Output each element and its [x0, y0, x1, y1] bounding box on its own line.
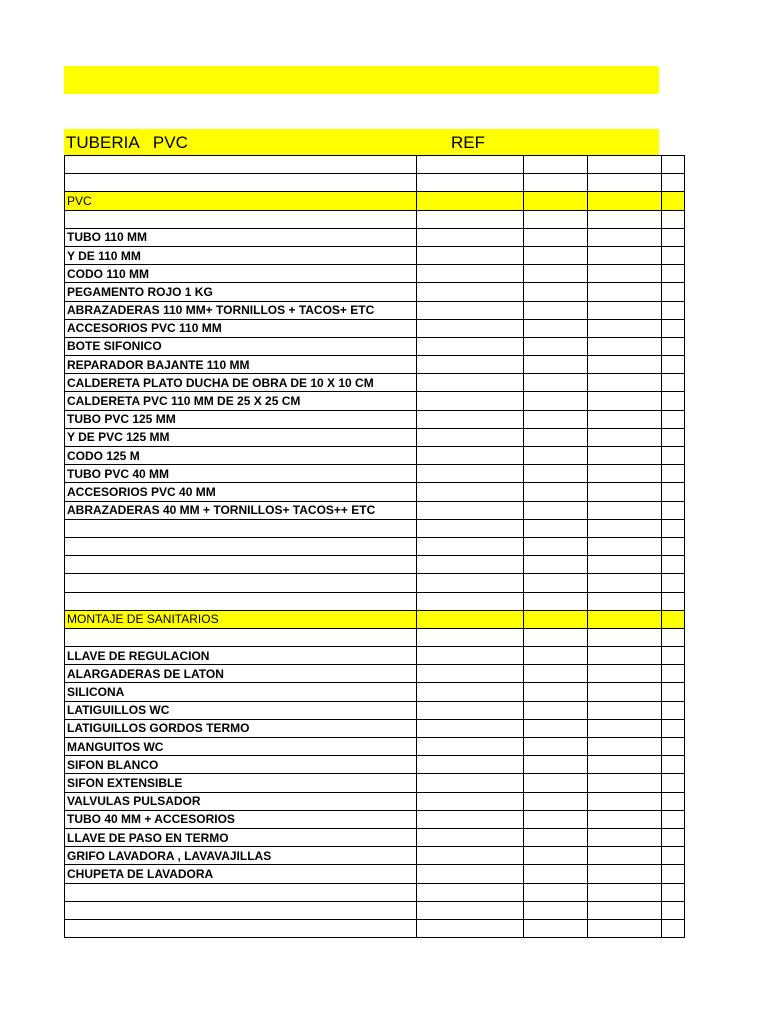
- item-label-cell[interactable]: [65, 537, 417, 555]
- value-cell[interactable]: [417, 574, 524, 592]
- value-cell[interactable]: [588, 228, 662, 246]
- value-cell[interactable]: [662, 319, 685, 337]
- value-cell[interactable]: [417, 774, 524, 792]
- value-cell[interactable]: [417, 174, 524, 192]
- value-cell[interactable]: [662, 592, 685, 610]
- value-cell[interactable]: [524, 156, 588, 174]
- value-cell[interactable]: [662, 683, 685, 701]
- item-label-cell[interactable]: Y DE PVC 125 MM: [65, 428, 417, 446]
- value-cell[interactable]: [662, 828, 685, 846]
- section-row: [65, 610, 685, 628]
- yellow-banner: [64, 66, 659, 94]
- item-label-cell[interactable]: ACCESORIOS PVC 40 MM: [65, 483, 417, 501]
- value-cell[interactable]: [524, 174, 588, 192]
- item-label-cell[interactable]: SIFON BLANCO: [65, 756, 417, 774]
- value-cell[interactable]: [588, 174, 662, 192]
- value-cell[interactable]: [588, 719, 662, 737]
- value-cell[interactable]: [588, 265, 662, 283]
- value-cell[interactable]: [662, 919, 685, 937]
- table-row: [65, 519, 685, 537]
- value-cell[interactable]: [524, 337, 588, 355]
- table-row: [65, 574, 685, 592]
- value-cell[interactable]: [524, 537, 588, 555]
- table-row: [65, 683, 685, 701]
- value-cell[interactable]: [524, 810, 588, 828]
- value-cell[interactable]: [524, 483, 588, 501]
- value-cell[interactable]: [588, 828, 662, 846]
- value-cell[interactable]: [662, 301, 685, 319]
- value-cell[interactable]: [588, 392, 662, 410]
- value-cell[interactable]: [588, 356, 662, 374]
- value-cell[interactable]: [588, 701, 662, 719]
- value-cell[interactable]: [417, 556, 524, 574]
- item-label-cell[interactable]: GRIFO LAVADORA , LAVAVAJILLAS: [65, 847, 417, 865]
- item-label-cell[interactable]: MANGUITOS WC: [65, 738, 417, 756]
- value-cell[interactable]: [417, 428, 524, 446]
- value-cell[interactable]: [417, 719, 524, 737]
- value-cell[interactable]: [662, 483, 685, 501]
- value-cell[interactable]: [662, 392, 685, 410]
- item-label-cell[interactable]: VALVULAS PULSADOR: [65, 792, 417, 810]
- value-cell[interactable]: [662, 447, 685, 465]
- item-label-cell[interactable]: LLAVE DE PASO EN TERMO: [65, 828, 417, 846]
- value-cell[interactable]: [662, 647, 685, 665]
- value-cell[interactable]: [417, 337, 524, 355]
- value-cell[interactable]: [588, 192, 662, 210]
- value-cell[interactable]: [524, 865, 588, 883]
- value-cell[interactable]: [417, 756, 524, 774]
- value-cell[interactable]: [588, 465, 662, 483]
- value-cell[interactable]: [662, 628, 685, 646]
- table-row: [65, 647, 685, 665]
- value-cell[interactable]: [417, 810, 524, 828]
- value-cell[interactable]: [417, 738, 524, 756]
- value-cell[interactable]: [588, 574, 662, 592]
- value-cell[interactable]: [588, 756, 662, 774]
- value-cell[interactable]: [662, 810, 685, 828]
- value-cell[interactable]: [588, 901, 662, 919]
- item-label-cell[interactable]: TUBO 110 MM: [65, 228, 417, 246]
- value-cell[interactable]: [662, 156, 685, 174]
- value-cell[interactable]: [524, 447, 588, 465]
- value-cell[interactable]: [417, 356, 524, 374]
- value-cell[interactable]: [417, 392, 524, 410]
- table-row: [65, 337, 685, 355]
- value-cell[interactable]: [524, 465, 588, 483]
- item-label-cell[interactable]: REPARADOR BAJANTE 110 MM: [65, 356, 417, 374]
- table-row: [65, 465, 685, 483]
- item-label-cell[interactable]: CODO 110 MM: [65, 265, 417, 283]
- value-cell[interactable]: [524, 792, 588, 810]
- value-cell[interactable]: [417, 483, 524, 501]
- item-label-cell[interactable]: PVC: [65, 192, 417, 210]
- value-cell[interactable]: [524, 665, 588, 683]
- table-row: [65, 428, 685, 446]
- value-cell[interactable]: [524, 847, 588, 865]
- value-cell[interactable]: [588, 319, 662, 337]
- value-cell[interactable]: [417, 919, 524, 937]
- sheet-title: TUBERIA PVC: [66, 133, 188, 152]
- value-cell[interactable]: [524, 210, 588, 228]
- value-cell[interactable]: [524, 192, 588, 210]
- value-cell[interactable]: [662, 246, 685, 264]
- table-row: [65, 592, 685, 610]
- value-cell[interactable]: [588, 883, 662, 901]
- value-cell[interactable]: [417, 301, 524, 319]
- table-row: [65, 319, 685, 337]
- value-cell[interactable]: [524, 738, 588, 756]
- table-row: [65, 919, 685, 937]
- value-cell[interactable]: [524, 683, 588, 701]
- value-cell[interactable]: [662, 774, 685, 792]
- value-cell[interactable]: [417, 265, 524, 283]
- value-cell[interactable]: [588, 865, 662, 883]
- item-label-cell[interactable]: Y DE 110 MM: [65, 246, 417, 264]
- item-label-cell[interactable]: LLAVE DE REGULACION: [65, 647, 417, 665]
- value-cell[interactable]: [588, 792, 662, 810]
- value-cell[interactable]: [524, 301, 588, 319]
- item-label-cell[interactable]: [65, 901, 417, 919]
- value-cell[interactable]: [524, 883, 588, 901]
- value-cell[interactable]: [417, 465, 524, 483]
- item-label-cell[interactable]: [65, 574, 417, 592]
- value-cell[interactable]: [417, 628, 524, 646]
- value-cell[interactable]: [662, 428, 685, 446]
- table-row: [65, 356, 685, 374]
- item-label-cell[interactable]: [65, 883, 417, 901]
- item-label-cell[interactable]: [65, 156, 417, 174]
- table-row: [65, 283, 685, 301]
- table-row: [65, 628, 685, 646]
- table-row: [65, 865, 685, 883]
- value-cell[interactable]: [662, 847, 685, 865]
- table-row: [65, 738, 685, 756]
- value-cell[interactable]: [417, 319, 524, 337]
- value-cell[interactable]: [588, 810, 662, 828]
- value-cell[interactable]: [662, 883, 685, 901]
- value-cell[interactable]: [524, 428, 588, 446]
- item-label-cell[interactable]: PEGAMENTO ROJO 1 KG: [65, 283, 417, 301]
- table-row: [65, 410, 685, 428]
- table-row: [65, 447, 685, 465]
- value-cell[interactable]: [662, 174, 685, 192]
- item-label-cell[interactable]: [65, 210, 417, 228]
- table-row: [65, 228, 685, 246]
- value-cell[interactable]: [662, 192, 685, 210]
- value-cell[interactable]: [417, 283, 524, 301]
- value-cell[interactable]: [662, 265, 685, 283]
- value-cell[interactable]: [417, 519, 524, 537]
- value-cell[interactable]: [417, 192, 524, 210]
- value-cell[interactable]: [662, 519, 685, 537]
- table-row: [65, 810, 685, 828]
- value-cell[interactable]: [417, 610, 524, 628]
- value-cell[interactable]: [588, 519, 662, 537]
- value-cell[interactable]: [588, 447, 662, 465]
- value-cell[interactable]: [588, 301, 662, 319]
- item-label-cell[interactable]: TUBO 40 MM + ACCESORIOS: [65, 810, 417, 828]
- value-cell[interactable]: [662, 901, 685, 919]
- value-cell[interactable]: [662, 465, 685, 483]
- value-cell[interactable]: [588, 537, 662, 555]
- table-row: [65, 265, 685, 283]
- value-cell[interactable]: [417, 156, 524, 174]
- value-cell[interactable]: [662, 210, 685, 228]
- item-label-cell[interactable]: [65, 519, 417, 537]
- value-cell[interactable]: [524, 556, 588, 574]
- item-label-cell[interactable]: [65, 556, 417, 574]
- value-cell[interactable]: [417, 410, 524, 428]
- table-row: [65, 701, 685, 719]
- value-cell[interactable]: [524, 574, 588, 592]
- value-cell[interactable]: [662, 865, 685, 883]
- table-row: [65, 537, 685, 555]
- value-cell[interactable]: [417, 647, 524, 665]
- item-label-cell[interactable]: CALDERETA PLATO DUCHA DE OBRA DE 10 X 10 CM: [65, 374, 417, 392]
- table-row: [65, 210, 685, 228]
- item-label-cell[interactable]: LATIGUILLOS GORDOS TERMO: [65, 719, 417, 737]
- items-table: [64, 155, 685, 938]
- value-cell[interactable]: [588, 210, 662, 228]
- value-cell[interactable]: [588, 738, 662, 756]
- value-cell[interactable]: [524, 228, 588, 246]
- value-cell[interactable]: [662, 738, 685, 756]
- value-cell[interactable]: [524, 647, 588, 665]
- value-cell[interactable]: [588, 919, 662, 937]
- value-cell[interactable]: [662, 501, 685, 519]
- value-cell[interactable]: [524, 628, 588, 646]
- item-label-cell[interactable]: CALDERETA PVC 110 MM DE 25 X 25 CM: [65, 392, 417, 410]
- value-cell[interactable]: [417, 865, 524, 883]
- value-cell[interactable]: [524, 610, 588, 628]
- table-row: [65, 665, 685, 683]
- item-label-cell[interactable]: ABRAZADERAS 40 MM + TORNILLOS+ TACOS++ ETC: [65, 501, 417, 519]
- value-cell[interactable]: [662, 228, 685, 246]
- value-cell[interactable]: [417, 537, 524, 555]
- value-cell[interactable]: [524, 283, 588, 301]
- value-cell[interactable]: [417, 683, 524, 701]
- table-row: [65, 301, 685, 319]
- value-cell[interactable]: [588, 410, 662, 428]
- item-label-cell[interactable]: [65, 628, 417, 646]
- value-cell[interactable]: [662, 283, 685, 301]
- table-row: [65, 792, 685, 810]
- item-label-cell[interactable]: [65, 174, 417, 192]
- item-label-cell[interactable]: ABRAZADERAS 110 MM+ TORNILLOS + TACOS+ ETC: [65, 301, 417, 319]
- value-cell[interactable]: [524, 701, 588, 719]
- value-cell[interactable]: [588, 647, 662, 665]
- table-row: [65, 756, 685, 774]
- value-cell[interactable]: [524, 719, 588, 737]
- value-cell[interactable]: [588, 610, 662, 628]
- value-cell[interactable]: [417, 792, 524, 810]
- table-row: [65, 392, 685, 410]
- value-cell[interactable]: [662, 374, 685, 392]
- value-cell[interactable]: [524, 410, 588, 428]
- value-cell[interactable]: [662, 665, 685, 683]
- value-cell[interactable]: [524, 756, 588, 774]
- value-cell[interactable]: [524, 519, 588, 537]
- value-cell[interactable]: [662, 356, 685, 374]
- value-cell[interactable]: [417, 210, 524, 228]
- value-cell[interactable]: [588, 774, 662, 792]
- value-cell[interactable]: [662, 537, 685, 555]
- value-cell[interactable]: [524, 374, 588, 392]
- item-label-cell[interactable]: TUBO PVC 40 MM: [65, 465, 417, 483]
- value-cell[interactable]: [662, 556, 685, 574]
- value-cell[interactable]: [588, 246, 662, 264]
- value-cell[interactable]: [588, 665, 662, 683]
- item-label-cell[interactable]: TUBO PVC 125 MM: [65, 410, 417, 428]
- value-cell[interactable]: [417, 246, 524, 264]
- value-cell[interactable]: [588, 847, 662, 865]
- value-cell[interactable]: [662, 792, 685, 810]
- value-cell[interactable]: [588, 683, 662, 701]
- item-label-cell[interactable]: ALARGADERAS DE LATON: [65, 665, 417, 683]
- value-cell[interactable]: [588, 628, 662, 646]
- value-cell[interactable]: [524, 592, 588, 610]
- value-cell[interactable]: [524, 828, 588, 846]
- value-cell[interactable]: [662, 756, 685, 774]
- value-cell[interactable]: [662, 610, 685, 628]
- table-row: [65, 883, 685, 901]
- table-row: [65, 556, 685, 574]
- table-row: [65, 483, 685, 501]
- item-label-cell[interactable]: BOTE SIFONICO: [65, 337, 417, 355]
- value-cell[interactable]: [588, 156, 662, 174]
- item-label-cell[interactable]: CHUPETA DE LAVADORA: [65, 865, 417, 883]
- value-cell[interactable]: [588, 483, 662, 501]
- value-cell[interactable]: [417, 228, 524, 246]
- value-cell[interactable]: [662, 574, 685, 592]
- value-cell[interactable]: [588, 592, 662, 610]
- value-cell[interactable]: [524, 901, 588, 919]
- table-row: [65, 156, 685, 174]
- table-row: [65, 501, 685, 519]
- value-cell[interactable]: [417, 883, 524, 901]
- item-label-cell[interactable]: SILICONA: [65, 683, 417, 701]
- value-cell[interactable]: [417, 501, 524, 519]
- value-cell[interactable]: [524, 319, 588, 337]
- value-cell[interactable]: [417, 847, 524, 865]
- value-cell[interactable]: [588, 337, 662, 355]
- value-cell[interactable]: [524, 501, 588, 519]
- item-label-cell[interactable]: MONTAJE DE SANITARIOS: [65, 610, 417, 628]
- value-cell[interactable]: [417, 374, 524, 392]
- value-cell[interactable]: [588, 501, 662, 519]
- value-cell[interactable]: [588, 374, 662, 392]
- value-cell[interactable]: [524, 919, 588, 937]
- table-row: [65, 847, 685, 865]
- value-cell[interactable]: [417, 665, 524, 683]
- value-cell[interactable]: [524, 356, 588, 374]
- table-row: [65, 828, 685, 846]
- table-row: [65, 719, 685, 737]
- value-cell[interactable]: [588, 428, 662, 446]
- value-cell[interactable]: [662, 719, 685, 737]
- value-cell[interactable]: [417, 701, 524, 719]
- value-cell[interactable]: [588, 556, 662, 574]
- value-cell[interactable]: [417, 828, 524, 846]
- value-cell[interactable]: [417, 592, 524, 610]
- table-row: [65, 901, 685, 919]
- table-row: [65, 246, 685, 264]
- section-row: [65, 192, 685, 210]
- table-row: [65, 774, 685, 792]
- value-cell[interactable]: [524, 246, 588, 264]
- value-cell[interactable]: [524, 774, 588, 792]
- ref-label: REF: [451, 133, 485, 152]
- value-cell[interactable]: [662, 410, 685, 428]
- value-cell[interactable]: [588, 283, 662, 301]
- value-cell[interactable]: [524, 392, 588, 410]
- item-label-cell[interactable]: ACCESORIOS PVC 110 MM: [65, 319, 417, 337]
- value-cell[interactable]: [417, 447, 524, 465]
- value-cell[interactable]: [417, 901, 524, 919]
- item-label-cell[interactable]: CODO 125 M: [65, 447, 417, 465]
- table-row: [65, 174, 685, 192]
- item-label-cell[interactable]: [65, 592, 417, 610]
- value-cell[interactable]: [662, 337, 685, 355]
- item-label-cell[interactable]: LATIGUILLOS WC: [65, 701, 417, 719]
- value-cell[interactable]: [524, 265, 588, 283]
- item-label-cell[interactable]: [65, 919, 417, 937]
- table-row: [65, 374, 685, 392]
- item-label-cell[interactable]: SIFON EXTENSIBLE: [65, 774, 417, 792]
- value-cell[interactable]: [662, 701, 685, 719]
